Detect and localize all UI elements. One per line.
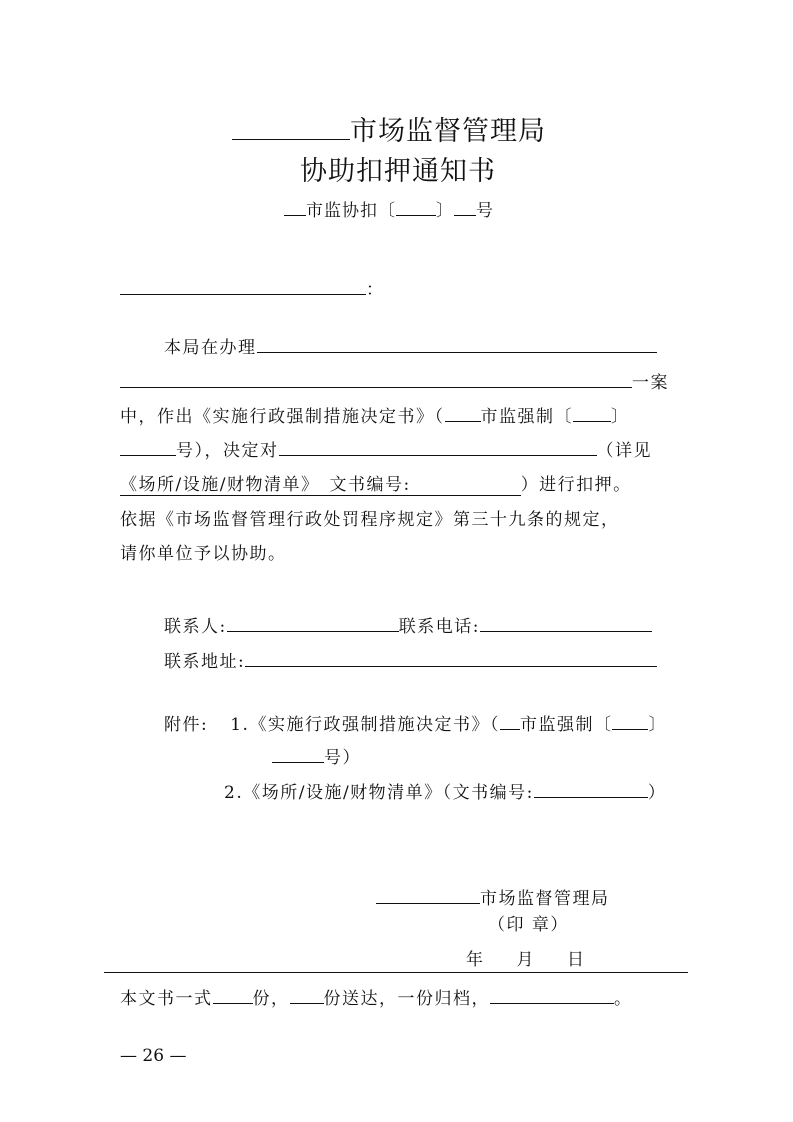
document-number: 市监协扣〔 〕 号 [284, 196, 494, 221]
body-line-2: 一案 [120, 368, 669, 393]
agency-suffix: 市场监督管理局 [350, 116, 546, 147]
case-name-blank-2 [120, 369, 632, 388]
signature-date: 年 月 日 [466, 950, 586, 970]
body-line-3: 中，作出《实施行政强制措施决定书》（ 市监强制〔 〕 [120, 402, 630, 427]
copies-line: 本文书一式 份， 份送达，一份归档， 。 [120, 984, 633, 1009]
doc-number-year-blank [396, 197, 436, 216]
contact-line-2: 联系地址: [164, 647, 657, 672]
decision-year-blank [573, 403, 611, 422]
decision-region-blank [445, 403, 481, 422]
document-title: 协助扣押通知书 [300, 156, 496, 187]
body-line-5: 《场所/设施/财物清单》 文书编号: ）进行扣押。 [120, 470, 632, 496]
body-line-7: 请你单位予以协助。 [120, 544, 287, 564]
signature-agency: 市场监督管理局 [376, 884, 610, 909]
body-line-1: 本局在办理 [164, 333, 657, 358]
seized-items-blank [279, 437, 597, 456]
agency-name-blank [232, 113, 350, 140]
inventory-ref: 《场所/设施/财物清单》 文书编号: [120, 470, 521, 496]
footer-divider [104, 972, 688, 973]
addressee-blank [120, 276, 366, 295]
contact-person-blank [227, 613, 399, 632]
doc-number-seq-blank [454, 197, 476, 216]
attachment-1-line-1: 附件: 1.《实施行政强制措施决定书》（ 市监强制〔 〕 [164, 710, 667, 735]
addressee-line: ： [120, 275, 385, 300]
case-name-blank-1 [257, 334, 657, 353]
attachment-year-blank [612, 711, 648, 730]
copies-total-blank [213, 985, 253, 1004]
attachment-1-line-2: 号） [272, 743, 361, 768]
doc-number-region-blank [284, 197, 306, 216]
document-header-agency [232, 109, 546, 148]
attachment-region-blank [500, 711, 520, 730]
signature-agency-blank [376, 885, 480, 904]
seal-label: （印 章） [488, 915, 569, 935]
contact-line-1: 联系人: 联系电话: [164, 612, 652, 637]
attachment-seq-blank [272, 744, 324, 763]
attachment-2-line: 2.《场所/设施/财物清单》（文书编号: ） [224, 778, 666, 803]
page-number: — 26 — [120, 1046, 187, 1066]
copies-served-blank [290, 985, 324, 1004]
body-line-4: 号），决定对 （详见 [120, 436, 652, 461]
decision-seq-blank [120, 437, 176, 456]
contact-phone-blank [480, 613, 652, 632]
attachment-docnum-blank [534, 779, 648, 798]
copies-recipient-blank [490, 985, 614, 1004]
body-line-6: 依据《市场监督管理行政处罚程序规定》第三十九条的规定， [120, 510, 620, 530]
contact-address-blank [245, 648, 657, 667]
